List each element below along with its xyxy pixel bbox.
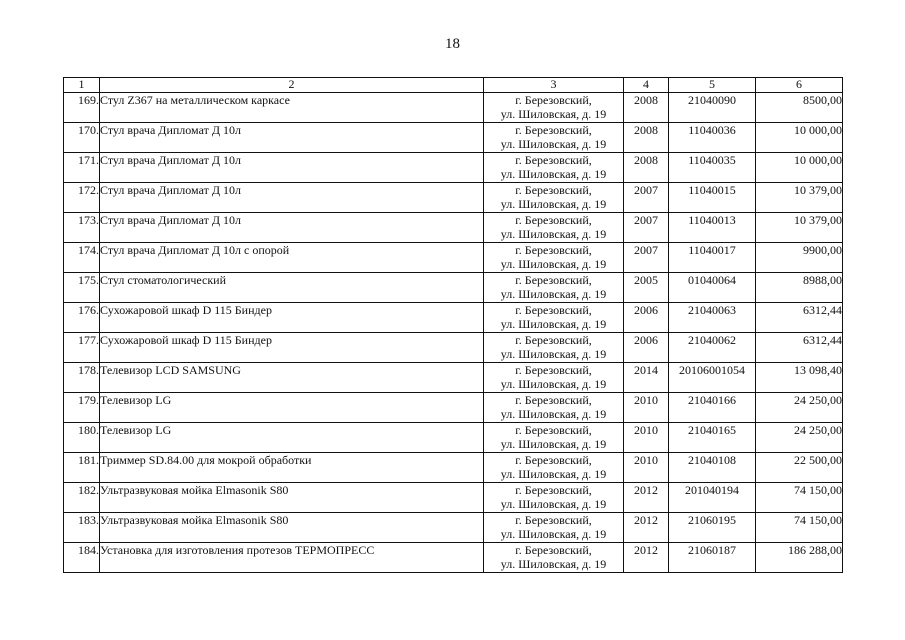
column-header-5: 5 <box>669 78 756 93</box>
column-header-4: 4 <box>624 78 669 93</box>
address-street: ул. Шиловская, д. 19 <box>500 257 607 271</box>
row-number-cell: 170. <box>64 123 100 153</box>
address-cell <box>484 273 624 303</box>
address-cell <box>484 393 624 423</box>
inventory-table <box>63 77 843 573</box>
address-city: г. Березовский, <box>515 333 592 347</box>
row-number-cell: 177. <box>64 333 100 363</box>
row-number-cell: 181. <box>64 453 100 483</box>
year-cell: 2006 <box>624 303 669 333</box>
address-city: г. Березовский, <box>515 303 592 317</box>
address-street: ул. Шиловская, д. 19 <box>500 497 607 511</box>
address-street: ул. Шиловская, д. 19 <box>500 167 607 181</box>
year-cell: 2008 <box>624 123 669 153</box>
item-name-cell: Сухожаровой шкаф D 115 Биндер <box>100 333 484 363</box>
column-header-1: 1 <box>64 78 100 93</box>
table-row <box>64 513 843 543</box>
address-street: ул. Шиловская, д. 19 <box>500 557 607 571</box>
address-street: ул. Шиловская, д. 19 <box>500 137 607 151</box>
address-city: г. Березовский, <box>515 393 592 407</box>
address-cell <box>484 153 624 183</box>
address-cell <box>484 303 624 333</box>
address-street: ул. Шиловская, д. 19 <box>500 347 607 361</box>
table-row <box>64 123 843 153</box>
inventory-code-cell: 21040166 <box>669 393 756 423</box>
year-cell: 2005 <box>624 273 669 303</box>
item-name-cell: Телевизор LCD SAMSUNG <box>100 363 484 393</box>
address-city: г. Березовский, <box>515 453 592 467</box>
address-street: ул. Шиловская, д. 19 <box>500 407 607 421</box>
table-row <box>64 483 843 513</box>
column-header-6: 6 <box>756 78 843 93</box>
cost-cell: 186 288,00 <box>756 543 843 573</box>
table-row <box>64 243 843 273</box>
cost-cell: 8988,00 <box>756 273 843 303</box>
inventory-code-cell: 21060195 <box>669 513 756 543</box>
cost-cell: 10 000,00 <box>756 123 843 153</box>
inventory-code-cell: 21040090 <box>669 93 756 123</box>
address-city: г. Березовский, <box>515 123 592 137</box>
address-city: г. Березовский, <box>515 213 592 227</box>
table-row <box>64 423 843 453</box>
address-city: г. Березовский, <box>515 543 592 557</box>
row-number-cell: 176. <box>64 303 100 333</box>
inventory-code-cell: 21040063 <box>669 303 756 333</box>
address-city: г. Березовский, <box>515 153 592 167</box>
year-cell: 2012 <box>624 483 669 513</box>
row-number-cell: 184. <box>64 543 100 573</box>
year-cell: 2012 <box>624 543 669 573</box>
address-cell <box>484 363 624 393</box>
address-cell <box>484 453 624 483</box>
item-name-cell: Стул врача Дипломат Д 10л <box>100 153 484 183</box>
row-number-cell: 183. <box>64 513 100 543</box>
year-cell: 2006 <box>624 333 669 363</box>
item-name-cell: Стул стоматологический <box>100 273 484 303</box>
address-city: г. Березовский, <box>515 423 592 437</box>
address-city: г. Березовский, <box>515 483 592 497</box>
row-number-cell: 174. <box>64 243 100 273</box>
item-name-cell: Стул врача Дипломат Д 10л <box>100 183 484 213</box>
address-city: г. Березовский, <box>515 513 592 527</box>
table-row <box>64 333 843 363</box>
address-street: ул. Шиловская, д. 19 <box>500 317 607 331</box>
address-cell <box>484 213 624 243</box>
item-name-cell: Стул Z367 на металлическом каркасе <box>100 93 484 123</box>
cost-cell: 13 098,40 <box>756 363 843 393</box>
inventory-code-cell: 20106001054 <box>669 363 756 393</box>
cost-cell: 6312,44 <box>756 303 843 333</box>
row-number-cell: 182. <box>64 483 100 513</box>
cost-cell: 9900,00 <box>756 243 843 273</box>
item-name-cell: Телевизор LG <box>100 393 484 423</box>
column-header-3: 3 <box>484 78 624 93</box>
row-number-cell: 180. <box>64 423 100 453</box>
table-row <box>64 153 843 183</box>
year-cell: 2007 <box>624 243 669 273</box>
address-cell <box>484 333 624 363</box>
address-city: г. Березовский, <box>515 363 592 377</box>
address-street: ул. Шиловская, д. 19 <box>500 227 607 241</box>
address-cell <box>484 93 624 123</box>
table-row <box>64 363 843 393</box>
address-city: г. Березовский, <box>515 93 592 107</box>
inventory-code-cell: 11040017 <box>669 243 756 273</box>
cost-cell: 24 250,00 <box>756 393 843 423</box>
table-row <box>64 273 843 303</box>
cost-cell: 10 000,00 <box>756 153 843 183</box>
cost-cell: 74 150,00 <box>756 513 843 543</box>
table-row <box>64 393 843 423</box>
address-street: ул. Шиловская, д. 19 <box>500 527 607 541</box>
table-row <box>64 183 843 213</box>
item-name-cell: Ультразвуковая мойка Elmasonik S80 <box>100 483 484 513</box>
address-city: г. Березовский, <box>515 273 592 287</box>
cost-cell: 6312,44 <box>756 333 843 363</box>
year-cell: 2012 <box>624 513 669 543</box>
year-cell: 2010 <box>624 393 669 423</box>
row-number-cell: 172. <box>64 183 100 213</box>
address-cell <box>484 513 624 543</box>
address-cell <box>484 543 624 573</box>
inventory-code-cell: 21040062 <box>669 333 756 363</box>
item-name-cell: Стул врача Дипломат Д 10л <box>100 123 484 153</box>
row-number-cell: 178. <box>64 363 100 393</box>
inventory-code-cell: 201040194 <box>669 483 756 513</box>
inventory-code-cell: 01040064 <box>669 273 756 303</box>
address-street: ул. Шиловская, д. 19 <box>500 437 607 451</box>
cost-cell: 8500,00 <box>756 93 843 123</box>
address-street: ул. Шиловская, д. 19 <box>500 197 607 211</box>
table-row <box>64 213 843 243</box>
inventory-code-cell: 21040108 <box>669 453 756 483</box>
inventory-code-cell: 11040036 <box>669 123 756 153</box>
address-cell <box>484 483 624 513</box>
cost-cell: 10 379,00 <box>756 183 843 213</box>
address-street: ул. Шиловская, д. 19 <box>500 467 607 481</box>
item-name-cell: Телевизор LG <box>100 423 484 453</box>
address-street: ул. Шиловская, д. 19 <box>500 287 607 301</box>
year-cell: 2010 <box>624 453 669 483</box>
address-city: г. Березовский, <box>515 243 592 257</box>
row-number-cell: 179. <box>64 393 100 423</box>
cost-cell: 24 250,00 <box>756 423 843 453</box>
column-header-2: 2 <box>100 78 484 93</box>
row-number-cell: 175. <box>64 273 100 303</box>
inventory-code-cell: 21040165 <box>669 423 756 453</box>
inventory-code-cell: 11040013 <box>669 213 756 243</box>
address-cell <box>484 423 624 453</box>
inventory-code-cell: 11040015 <box>669 183 756 213</box>
table-header-row <box>64 78 843 93</box>
page-number: 18 <box>445 36 460 52</box>
item-name-cell: Установка для изготовления протезов ТЕРМОПРЕСС <box>100 543 484 573</box>
year-cell: 2014 <box>624 363 669 393</box>
address-street: ул. Шиловская, д. 19 <box>500 377 607 391</box>
cost-cell: 22 500,00 <box>756 453 843 483</box>
item-name-cell: Триммер SD.84.00 для мокрой обработки <box>100 453 484 483</box>
address-cell <box>484 183 624 213</box>
inventory-code-cell: 21060187 <box>669 543 756 573</box>
cost-cell: 10 379,00 <box>756 213 843 243</box>
table-row <box>64 543 843 573</box>
item-name-cell: Ультразвуковая мойка Elmasonik S80 <box>100 513 484 543</box>
inventory-code-cell: 11040035 <box>669 153 756 183</box>
address-cell <box>484 243 624 273</box>
row-number-cell: 171. <box>64 153 100 183</box>
table-row <box>64 303 843 333</box>
address-city: г. Березовский, <box>515 183 592 197</box>
row-number-cell: 173. <box>64 213 100 243</box>
address-street: ул. Шиловская, д. 19 <box>500 107 607 121</box>
year-cell: 2007 <box>624 183 669 213</box>
item-name-cell: Сухожаровой шкаф D 115 Биндер <box>100 303 484 333</box>
cost-cell: 74 150,00 <box>756 483 843 513</box>
item-name-cell: Стул врача Дипломат Д 10л с опорой <box>100 243 484 273</box>
table-row <box>64 93 843 123</box>
year-cell: 2008 <box>624 93 669 123</box>
table-row <box>64 453 843 483</box>
year-cell: 2010 <box>624 423 669 453</box>
item-name-cell: Стул врача Дипломат Д 10л <box>100 213 484 243</box>
year-cell: 2007 <box>624 213 669 243</box>
address-cell <box>484 123 624 153</box>
row-number-cell: 169. <box>64 93 100 123</box>
year-cell: 2008 <box>624 153 669 183</box>
